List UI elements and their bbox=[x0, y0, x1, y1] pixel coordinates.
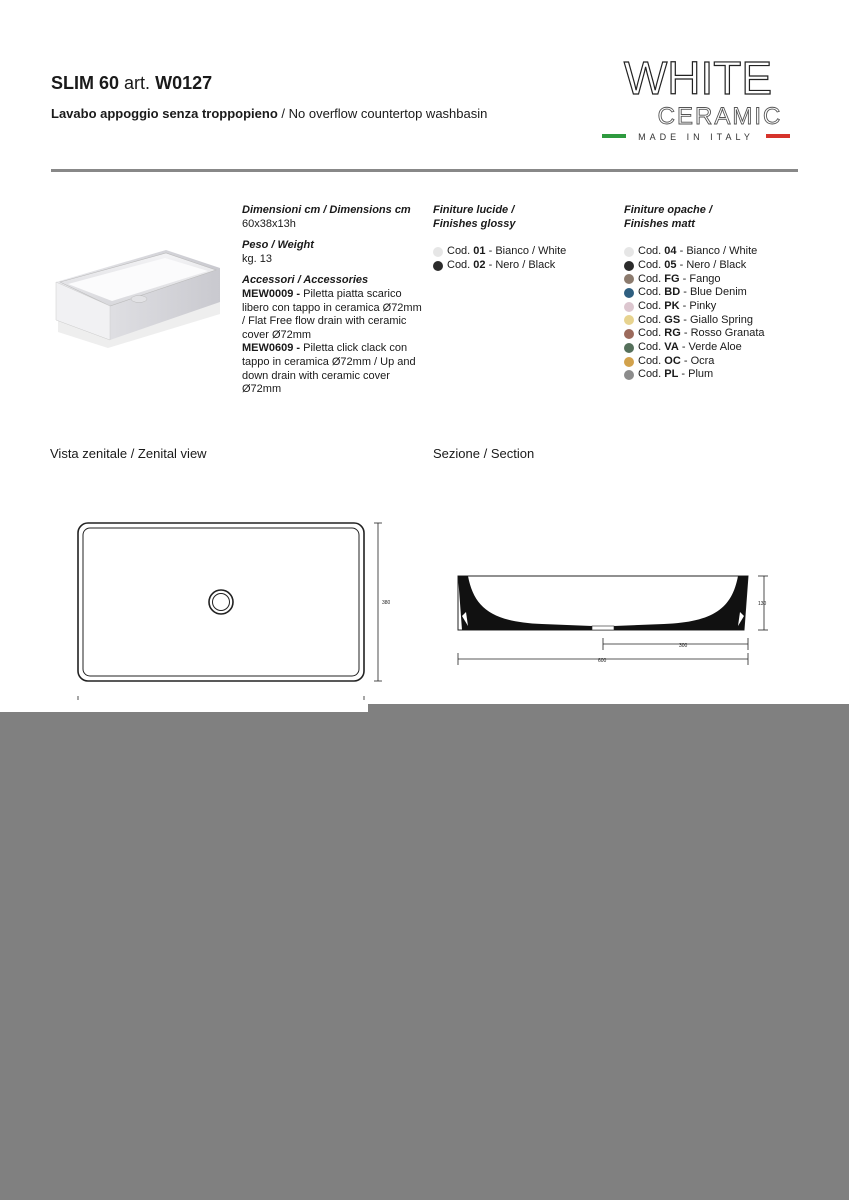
finish-label: Cod. PK - Pinky bbox=[638, 299, 717, 312]
zenital-view-drawing bbox=[70, 515, 390, 710]
finish-swatch-item bbox=[624, 259, 814, 273]
color-dot-icon bbox=[624, 288, 634, 298]
finish-label: Cod. 05 - Nero / Black bbox=[638, 258, 747, 271]
finish-swatch-item bbox=[624, 286, 814, 300]
finish-label: Cod. 04 - Bianco / White bbox=[638, 245, 758, 258]
color-dot-icon bbox=[624, 261, 634, 271]
zenital-view-label: Vista zenitale / Zenital view bbox=[50, 446, 207, 461]
glossy-finishes-column bbox=[433, 204, 608, 273]
color-dot-icon bbox=[624, 315, 634, 325]
finish-label: Cod. PL - Plum bbox=[638, 368, 714, 381]
finish-label: Cod. 01 - Bianco / White bbox=[447, 245, 567, 258]
header-divider bbox=[51, 169, 798, 172]
color-dot-icon bbox=[624, 357, 634, 367]
accessories-heading: Accessori / Accessories bbox=[242, 274, 369, 287]
color-dot-icon bbox=[433, 247, 443, 257]
section-view-drawing bbox=[452, 568, 777, 673]
finish-label: Cod. OC - Ocra bbox=[638, 354, 715, 367]
weight-heading: Peso / Weight bbox=[242, 239, 314, 252]
svg-text:300: 300 bbox=[679, 643, 688, 649]
dimensions-value: 60x38x13h bbox=[242, 217, 296, 230]
svg-text:380: 380 bbox=[382, 600, 390, 606]
matt-finishes-column bbox=[624, 204, 814, 382]
page-edge bbox=[0, 700, 368, 712]
finish-swatch-item bbox=[433, 259, 608, 273]
finish-swatch-item bbox=[624, 314, 814, 328]
svg-text:CERAMIC: CERAMIC bbox=[657, 103, 783, 130]
finish-label: Cod. 02 - Nero / Black bbox=[447, 258, 556, 271]
blank-gray-area bbox=[0, 704, 849, 1200]
color-dot-icon bbox=[624, 370, 634, 380]
color-dot-icon bbox=[624, 274, 634, 284]
glossy-heading-en: Finishes glossy bbox=[433, 217, 516, 230]
finish-label: Cod. GS - Giallo Spring bbox=[638, 313, 753, 326]
finish-label: Cod. BD - Blue Denim bbox=[638, 286, 747, 299]
white-ceramic-logo bbox=[598, 48, 798, 148]
accessory-item: MEW0009 - Piletta piatta scarico libero con tappo in ceramica Ø72mm / Flat Free flow drain with ceramic cover Ø72mm bbox=[242, 287, 422, 341]
washbasin-photo bbox=[38, 240, 228, 360]
color-dot-icon bbox=[624, 329, 634, 339]
product-description: Lavabo appoggio senza troppopieno / No overflow countertop washbasin bbox=[51, 106, 488, 121]
accessory-item: MEW0609 - Piletta click clack con tappo in ceramica Ø72mm / Up and down drain with ceramic cover Ø72mm bbox=[242, 342, 416, 396]
finish-swatch-item bbox=[433, 245, 608, 259]
svg-text:130: 130 bbox=[758, 601, 767, 607]
color-dot-icon bbox=[624, 302, 634, 312]
glossy-heading: Finiture lucide / bbox=[433, 204, 515, 216]
finish-swatch-item bbox=[624, 327, 814, 341]
finish-label: Cod. FG - Fango bbox=[638, 272, 721, 285]
matt-heading: Finiture opache / bbox=[624, 204, 713, 216]
weight-value: kg. 13 bbox=[242, 252, 272, 265]
svg-text:WHITE: WHITE bbox=[623, 52, 773, 104]
specs-column bbox=[242, 204, 422, 397]
finish-swatch-item bbox=[624, 273, 814, 287]
matt-heading-en: Finishes matt bbox=[624, 217, 695, 230]
finish-swatch-item bbox=[624, 300, 814, 314]
finish-label: Cod. RG - Rosso Granata bbox=[638, 327, 765, 340]
color-dot-icon bbox=[624, 343, 634, 353]
finish-swatch-item bbox=[624, 368, 814, 382]
section-view-label: Sezione / Section bbox=[433, 446, 535, 461]
finish-swatch-item bbox=[624, 355, 814, 369]
dimensions-heading: Dimensioni cm / Dimensions cm bbox=[242, 204, 411, 216]
finish-swatch-item bbox=[624, 245, 814, 259]
page-title: SLIM 60 art. W0127 bbox=[51, 73, 213, 93]
finish-label: Cod. VA - Verde Aloe bbox=[638, 341, 742, 354]
color-dot-icon bbox=[433, 261, 443, 271]
svg-text:MADE IN ITALY: MADE IN ITALY bbox=[638, 132, 754, 142]
svg-text:600: 600 bbox=[598, 658, 607, 664]
finish-swatch-item bbox=[624, 341, 814, 355]
color-dot-icon bbox=[624, 247, 634, 257]
